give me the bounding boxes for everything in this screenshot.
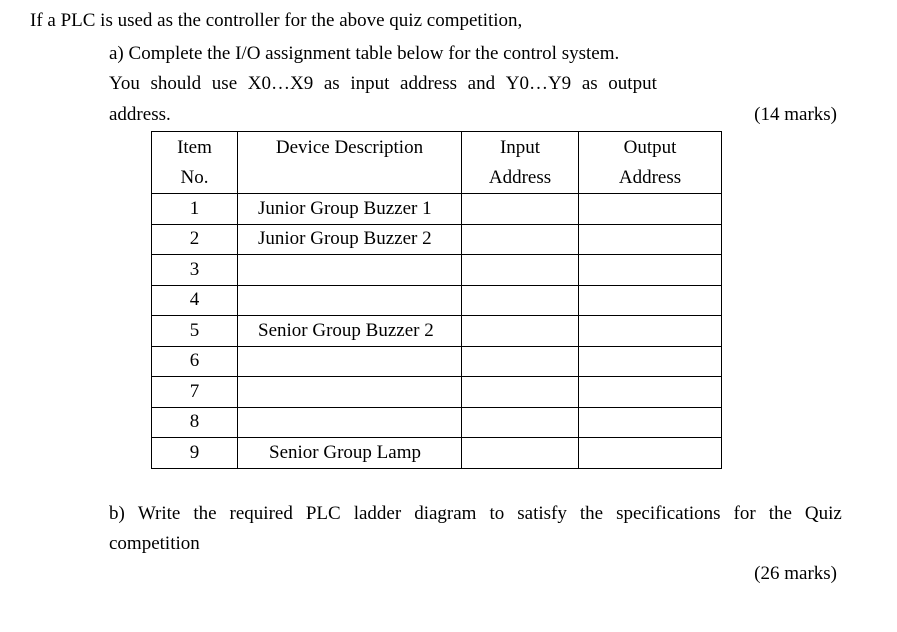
word: Write <box>137 503 181 524</box>
table-row <box>152 346 722 377</box>
word: should <box>150 73 202 94</box>
part-a-spec-line <box>109 73 657 95</box>
table-header-row <box>152 132 722 194</box>
part-b-instruction <box>109 503 842 525</box>
word: address <box>400 73 458 94</box>
part-b-text-end: competition <box>109 533 200 554</box>
table-row <box>152 194 722 225</box>
input-address-cell[interactable] <box>462 224 579 255</box>
table-row <box>152 438 722 469</box>
word: PLC <box>305 503 341 524</box>
description-cell[interactable] <box>238 407 462 438</box>
word: ladder <box>353 503 402 524</box>
part-a-instruction <box>109 43 619 65</box>
header-input-line1: Input <box>499 137 541 158</box>
output-address-cell[interactable] <box>579 194 722 225</box>
output-address-cell[interactable] <box>579 438 722 469</box>
input-address-cell[interactable] <box>462 407 579 438</box>
table-row <box>152 285 722 316</box>
item-no-cell: 2 <box>152 224 238 255</box>
part-b-marks: (26 marks) <box>754 563 837 584</box>
word: input <box>350 73 390 94</box>
word: specifications <box>616 503 721 524</box>
word: Quiz <box>804 503 842 524</box>
word: the <box>579 503 604 524</box>
header-item-line1: Item <box>177 137 212 158</box>
table-row <box>152 377 722 408</box>
output-address-cell[interactable] <box>579 346 722 377</box>
word: required <box>229 503 293 524</box>
item-no-cell: 7 <box>152 377 238 408</box>
part-a-marks: (14 marks) <box>754 104 837 125</box>
item-no-cell: 5 <box>152 316 238 347</box>
word: You <box>109 73 140 94</box>
word: use <box>211 73 238 94</box>
item-no-cell: 6 <box>152 346 238 377</box>
description-cell[interactable] <box>238 255 462 286</box>
table-row <box>152 316 722 347</box>
word: to <box>489 503 505 524</box>
description-cell: Junior Group Buzzer 2 <box>238 224 462 255</box>
item-no-cell: 9 <box>152 438 238 469</box>
header-output-line1: Output <box>623 137 677 158</box>
output-address-cell[interactable] <box>579 224 722 255</box>
word: the <box>768 503 792 524</box>
input-address-cell[interactable] <box>462 377 579 408</box>
description-cell[interactable] <box>238 377 462 408</box>
word: as <box>323 73 340 94</box>
table-row <box>152 407 722 438</box>
word: the <box>193 503 217 524</box>
word: b) <box>109 503 125 524</box>
input-address-cell[interactable] <box>462 194 579 225</box>
word: satisfy <box>517 503 567 524</box>
header-item-no <box>152 132 238 194</box>
part-a-text: Complete the I/O assignment table below for the control system. <box>128 43 620 64</box>
output-address-cell[interactable] <box>579 377 722 408</box>
word: diagram <box>414 503 477 524</box>
item-no-cell: 3 <box>152 255 238 286</box>
description-cell: Senior Group Buzzer 2 <box>238 316 462 347</box>
input-address-cell[interactable] <box>462 285 579 316</box>
item-no-cell: 8 <box>152 407 238 438</box>
input-address-cell[interactable] <box>462 316 579 347</box>
item-no-cell: 1 <box>152 194 238 225</box>
description-cell: Junior Group Buzzer 1 <box>238 194 462 225</box>
word: X0…X9 <box>247 73 314 94</box>
word: and <box>467 73 496 94</box>
item-no-cell: 4 <box>152 285 238 316</box>
header-output-address <box>579 132 722 194</box>
header-input-address <box>462 132 579 194</box>
word: output <box>608 73 657 94</box>
output-address-cell[interactable] <box>579 316 722 347</box>
output-address-cell[interactable] <box>579 255 722 286</box>
table-row <box>152 255 722 286</box>
input-address-cell[interactable] <box>462 346 579 377</box>
input-address-cell[interactable] <box>462 255 579 286</box>
output-address-cell[interactable] <box>579 407 722 438</box>
description-cell: Senior Group Lamp <box>238 438 462 469</box>
table-row <box>152 224 722 255</box>
word: as <box>581 73 598 94</box>
word: for <box>733 503 756 524</box>
question-intro: If a PLC is used as the controller for the above quiz competition, <box>30 10 523 31</box>
output-address-cell[interactable] <box>579 285 722 316</box>
header-item-line2: No. <box>180 167 209 188</box>
header-input-line2: Address <box>488 167 552 188</box>
header-device-description: Device Description <box>238 132 462 194</box>
header-output-line2: Address <box>618 167 682 188</box>
part-a-label: a) <box>109 43 124 64</box>
word: Y0…Y9 <box>505 73 572 94</box>
description-cell[interactable] <box>238 285 462 316</box>
input-address-cell[interactable] <box>462 438 579 469</box>
part-a-spec-end: address. <box>109 104 171 125</box>
description-cell[interactable] <box>238 346 462 377</box>
io-assignment-table <box>151 131 722 469</box>
